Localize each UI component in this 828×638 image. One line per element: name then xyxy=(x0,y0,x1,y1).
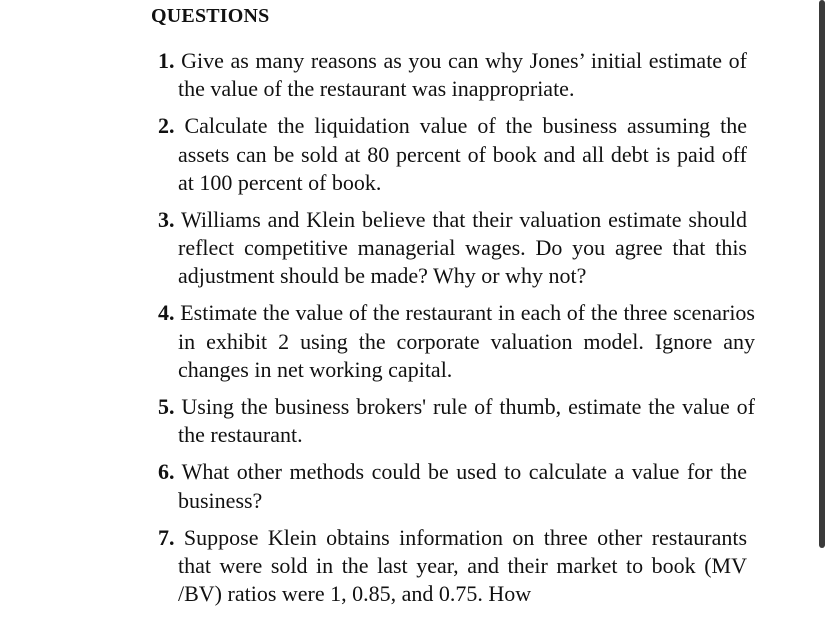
question-number: 3. xyxy=(158,206,175,232)
question-text: What other methods could be used to calculate a value for the business? xyxy=(178,459,747,513)
questions-list xyxy=(158,47,755,608)
question-number: 4. xyxy=(158,300,175,326)
question-number: 5. xyxy=(158,394,175,420)
question-text: Give as many reasons as you can why Jones’ initial estimate of the value of the restaurant was inappropriate. xyxy=(178,48,747,102)
question-item-7 xyxy=(158,524,747,609)
question-number: 7. xyxy=(158,524,175,550)
question-item-1 xyxy=(158,47,747,104)
question-item-3 xyxy=(158,206,747,291)
question-item-6 xyxy=(158,458,747,515)
question-text: Williams and Klein believe that their valuation estimate should reflect competitive managerial wages. Do you agree that this adjustment should be made? Why or why not? xyxy=(178,206,747,289)
question-text: Using the business brokers' rule of thumb, estimate the value of the restaurant. xyxy=(178,394,755,448)
question-text: Estimate the value of the restaurant in each of the three scenarios in exhibit 2 using the corporate valuation model. Ignore any changes in net working capital. xyxy=(178,300,755,383)
question-number: 6. xyxy=(158,459,175,485)
section-heading: QUESTIONS xyxy=(151,5,270,27)
question-number: 2. xyxy=(158,113,175,139)
question-item-4 xyxy=(158,299,755,384)
question-text: Suppose Klein obtains information on three other restaurants that were sold in the last year, and their market to book (MV /BV) ratios were 1, 0.85, and 0.75. How xyxy=(178,524,748,607)
question-item-2 xyxy=(158,112,747,197)
question-item-5 xyxy=(158,393,755,450)
scrollbar-thumb[interactable] xyxy=(819,0,825,548)
question-number: 1. xyxy=(158,48,175,73)
question-text: Calculate the liquidation value of the business assuming the assets can be sold at 80 percent of book and all debt is paid off at 100 percent of book. xyxy=(178,113,747,195)
